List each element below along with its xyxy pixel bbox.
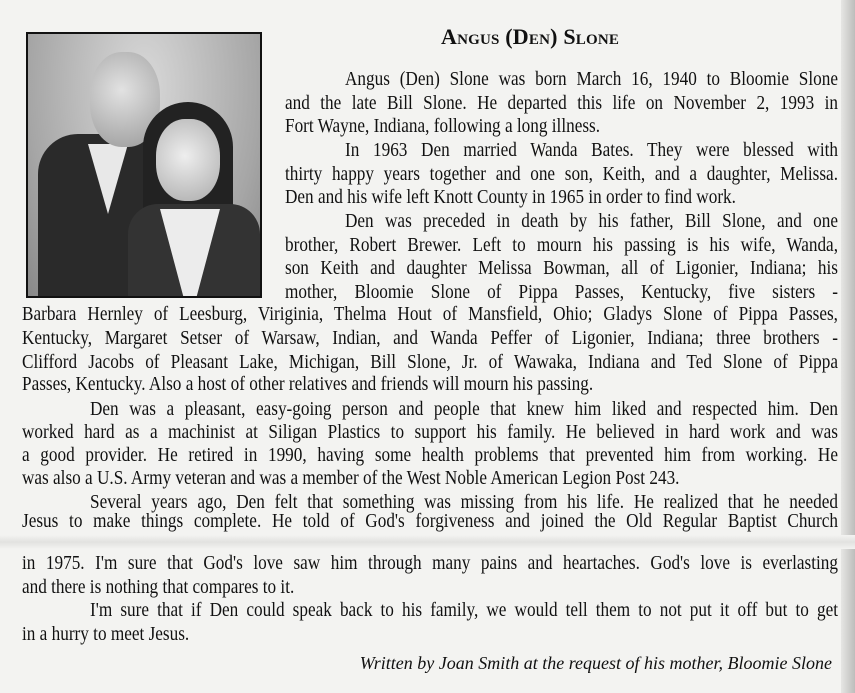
text-line: thirty happy years together and one son, Keith, and a daughter, Melissa.: [285, 163, 838, 185]
text-line: Fort Wayne, Indiana, following a long illness.: [285, 115, 601, 137]
text-line: Den and his wife left Knott County in 1965 in order to find work.: [285, 186, 736, 208]
text-line: a good provider. He retired in 1990, having some health problems that prevented him from working. He: [22, 444, 838, 466]
signature-line: Written by Joan Smith at the request of his mother, Bloomie Slone: [359, 653, 832, 673]
portrait-photo: [26, 32, 262, 298]
text-line: worked hard as a machinist at Siligan Plastics to support his family. He believed in hard work and was: [22, 421, 838, 443]
text-line: Den was a pleasant, easy-going person and people that knew him liked and respected him. Den: [90, 398, 838, 420]
text-line: Jesus to make things complete. He told of God's forgiveness and joined the Old Regular Baptist Church: [22, 510, 838, 532]
text-line: and the late Bill Slone. He departed this life on November 2, 1993 in: [285, 92, 838, 114]
obituary-title: Angus (Den) Slone: [441, 24, 620, 49]
text-line: in a hurry to meet Jesus.: [22, 623, 190, 645]
text-line: mother, Bloomie Slone of Pippa Passes, Kentucky, five sisters -: [285, 281, 838, 303]
text-line: was also a U.S. Army veteran and was a member of the West Noble American Legion Post 243.: [22, 467, 680, 489]
text-line: Passes, Kentucky. Also a host of other relatives and friends will mourn his passing.: [22, 373, 594, 395]
photo-woman-head: [156, 119, 220, 201]
text-line: son Keith and daughter Melissa Bowman, all of Ligonier, Indiana; his: [285, 257, 838, 279]
text-line: Den was preceded in death by his father, Bill Slone, and one: [345, 210, 838, 232]
text-line: Barbara Hernley of Leesburg, Viriginia, Thelma Hout of Mansfield, Ohio; Gladys Slone of Pippa Passes,: [22, 303, 838, 325]
text-line: Several years ago, Den felt that something was missing from his life. He realized that he needed: [90, 491, 838, 513]
text-line: Clifford Jacobs of Pleasant Lake, Michigan, Bill Slone, Jr. of Wawaka, Indiana and Ted Slone of Pippa: [22, 351, 838, 373]
text-line: in 1975. I'm sure that God's love saw him through many pains and heartaches. God's love is everlasting: [22, 552, 838, 574]
text-line: brother, Robert Brewer. Left to mourn his passing is his wife, Wanda,: [285, 234, 838, 256]
text-line: In 1963 Den married Wanda Bates. They were blessed with: [345, 139, 838, 161]
scan-edge-shadow: [841, 0, 855, 693]
text-line: and there is nothing that compares to it.: [22, 576, 295, 598]
text-line: I'm sure that if Den could speak back to his family, we would tell them to not put it off but to get: [90, 599, 838, 621]
text-line: Kentucky, Margaret Setser of Warsaw, Indian, and Wanda Peffer of Ligonier, Indiana; three brothers -: [22, 327, 838, 349]
text-line: Angus (Den) Slone was born March 16, 1940 to Bloomie Slone: [345, 68, 838, 90]
scan-seam: [0, 535, 855, 549]
